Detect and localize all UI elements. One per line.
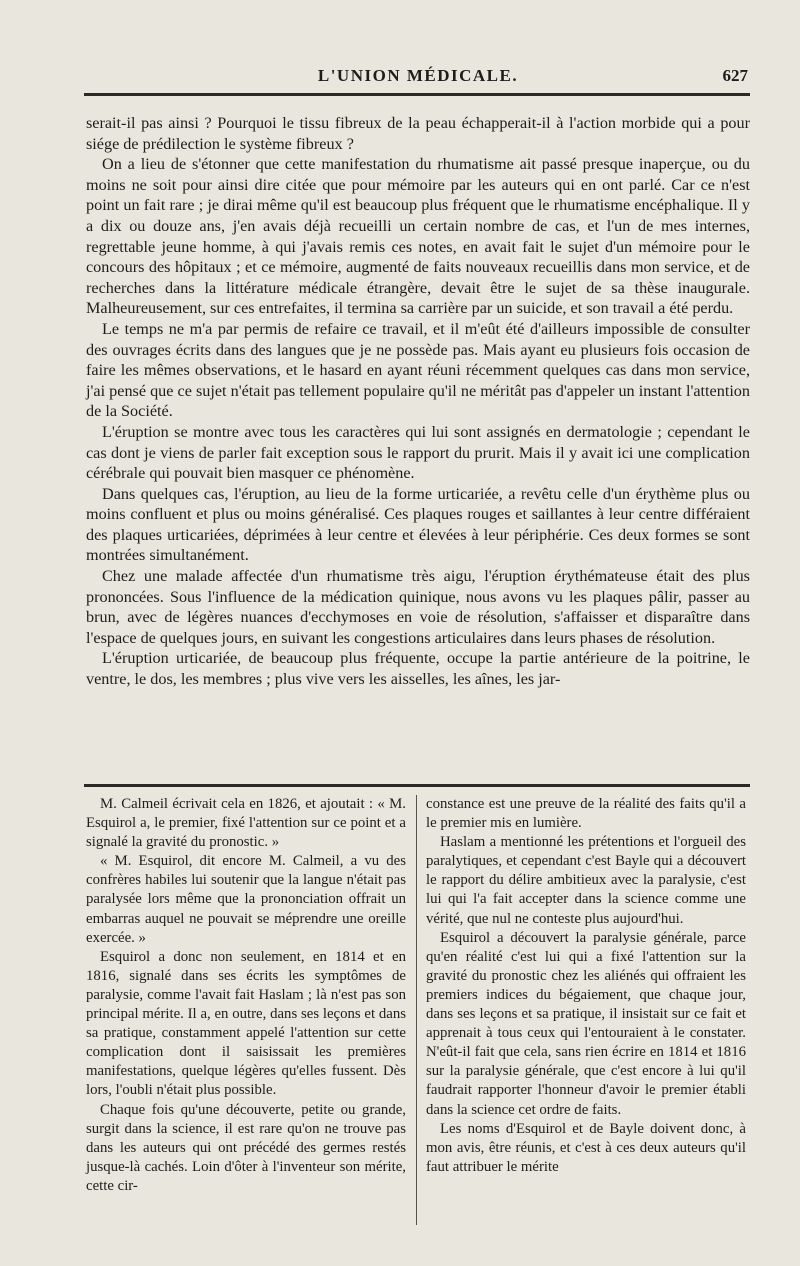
body-paragraph: Chez une malade affectée d'un rhumatisme très aigu, l'éruption érythémateuse était des plus prononcées. Sous l'influence de la médication quinique, nous avons vu les plaques pâlir, passer au brun, avec de légères nuances d'ecchymoses en voie de résolution, s'affaisser et disparaître dans l'espace de quelques jours, en suivant les congestions articulaires dans leurs phases de résolution. (86, 567, 750, 647)
body-paragraph: Dans quelques cas, l'éruption, au lieu de la forme urticariée, a revêtu celle d'un érythème plus ou moins confluent et plus ou moins généralisé. Ces plaques rouges et saillantes à leur centre différaient des plaques urticariées, déprimées à leur centre et élevées à leur périphérie. Ces deux formes se sont montrées simultanément. (86, 484, 750, 565)
footnote-paragraph: constance est une preuve de la réalité des faits qu'il a le premier mis en lumière. (426, 796, 746, 832)
footnote-paragraph: Chaque fois qu'une découverte, petite ou grande, surgit dans la science, il est rare qu'on ne trouve pas dans les auteurs qui ont précédé des germes restés jusque-là cachés. Loin d'ôter à l'inventeur son mérite, cette cir- (86, 1101, 406, 1194)
body-paragraph: On a lieu de s'étonner que cette manifestation du rhumatisme ait passé presque inaperçue, ou du moins ne soit pour ainsi dire citée que pour mémoire par les auteurs qui en ont parlé. Car ce n'est point un fait rare ; je dirai même qu'il est beaucoup plus fréquent que le rhumatisme encéphalique. Il y a dix ou douze ans, j'en avais déjà recueilli un certain nombre de cas, et l'un de mes internes, regrettable jeune homme, à qui j'avais remis ces notes, en avait fait le sujet d'un mémoire pour le concours des hôpitaux ; et ce mémoire, augmenté de faits nouveaux recueillis dans mon service, et de recherches dans la littérature médicale étrangère, devait être le sujet de sa thèse inaugurale. Malheureusement, sur ces entrefaites, il termina sa carrière par un suicide, et son travail a été perdu. (86, 155, 750, 318)
footnote-column-right (426, 795, 746, 1177)
body-paragraph: Le temps ne m'a par permis de refaire ce travail, et il m'eût été d'ailleurs impossible de consulter des ouvrages écrits dans des langues que je ne possède pas. Mais ayant eu plusieurs fois occasion de faire les mêmes observations, et le hasard en ayant réuni récemment quelques cas dans mon service, j'ai pensé que ce sujet n'était pas tellement populaire qu'il ne méritât pas d'appeler un instant l'attention de la Société. (86, 319, 750, 421)
footnote-column-left (86, 795, 406, 1196)
running-title: L'UNION MÉDICALE. (317, 66, 519, 85)
footnote-rule (84, 784, 750, 787)
page-header (86, 66, 750, 92)
column-divider (416, 795, 417, 1225)
footnotes (86, 795, 750, 1235)
main-text (86, 113, 750, 690)
footnote-paragraph: « M. Esquirol, dit encore M. Calmeil, a vu des confrères habiles lui soutenir que la langue n'était pas paralysée lors même que la prononciation offrait un embarras auquel ne pouvait se méprendre une oreille exercée. » (86, 853, 406, 946)
body-paragraph: serait-il pas ainsi ? Pourquoi le tissu fibreux de la peau échapperait-il à l'action morbide qui a pour siége de prédilection le système fibreux ? (86, 114, 750, 153)
footnote-paragraph: Haslam a mentionné les prétentions et l'orgueil des paralytiques, et cependant c'est Bayle qui a découvert le rapport du délire ambitieux avec la paralysie, c'est lui qui l'a fait accepter dans la science comme une vérité, que nul ne conteste plus aujourd'hui. (426, 834, 746, 927)
body-paragraph: L'éruption urticariée, de beaucoup plus fréquente, occupe la partie antérieure de la poitrine, le ventre, le dos, les membres ; plus vive vers les aisselles, les aînes, les jar- (86, 649, 750, 689)
footnote-paragraph: Esquirol a découvert la paralysie générale, parce qu'en réalité c'est lui qui a fixé l'attention sur la gravité du pronostic chez les aliénés qui offraient les premiers indices du bégaiement, que chaque jour, dans ses leçons et sa pratique, il insistait sur ce fait et apprenait à tous ceux qui l'entouraient à le constater. N'eût-il fait que cela, sans rien écrire en 1814 et 1816 sur la paralysie générale, que c'est encore à lui qu'il faudrait rapporter l'honneur d'avoir le premier établi dans la science cet ordre de faits. (426, 929, 746, 1118)
footnote-paragraph: Esquirol a donc non seulement, en 1814 et en 1816, signalé dans ses écrits les symptômes de paralysie, comme l'avait fait Haslam ; là n'est pas son principal mérite. Il a, en outre, dans ses leçons et dans sa pratique, constamment appelé l'attention sur cette complication dont il saisissait les premières manifestations, quelque légères qu'elles fussent. Dès lors, l'oubli n'était plus possible. (86, 948, 406, 1099)
body-paragraph: L'éruption se montre avec tous les caractères qui lui sont assignés en dermatologie ; cependant le cas dont je viens de parler fait exception sous le rapport du prurit. Mais il y avait ici une complication cérébrale qui pouvait bien masquer ce phénomène. (86, 422, 750, 483)
page-number: 627 (722, 66, 748, 85)
header-rule (84, 93, 750, 96)
footnote-paragraph: Les noms d'Esquirol et de Bayle doivent donc, à mon avis, être réunis, et c'est à ces deux auteurs qu'il faut attribuer le mérite (426, 1120, 746, 1175)
footnote-paragraph: M. Calmeil écrivait cela en 1826, et ajoutait : « M. Esquirol a, le premier, fixé l'attention sur ce point et a signalé la gravité du pronostic. » (86, 796, 406, 851)
